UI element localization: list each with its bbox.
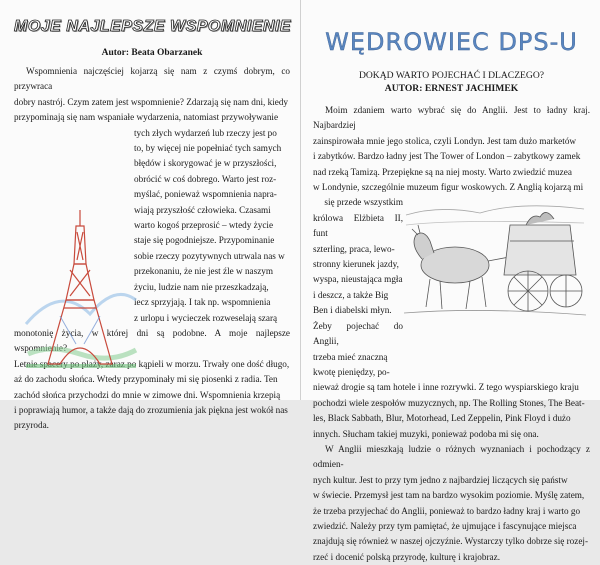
right-bottom-line: pochodzi wiele zespołów muzycznych, np. The Rolling Stones, The Beat- bbox=[313, 397, 585, 408]
left-narrow-line: myślać, ponieważ wspomnienia napra- bbox=[134, 189, 277, 200]
left-page-title: MOJE NAJLEPSZE WSPOMNIENIE bbox=[14, 18, 292, 35]
horse-carriage-drawing bbox=[400, 195, 590, 320]
left-narrow-line: przekonaniu, że nie jest źle w naszym bbox=[134, 266, 274, 277]
right-article-body bbox=[313, 103, 590, 565]
left-line-1: Wspomnienia najczęściej kojarzą się nam z czymś dobrym, co przywraca bbox=[14, 66, 290, 92]
right-narrow-line: królowa Elżbieta II, funt bbox=[313, 212, 403, 239]
left-narrow-line: wiają przyszłość człowieka. Czasami bbox=[134, 204, 271, 215]
right-article-author: AUTOR: ERNEST JACHIMEK bbox=[384, 83, 519, 94]
eiffel-tower-drawing bbox=[20, 204, 140, 374]
right-narrow-line: kwotę pieniędzy, po- bbox=[313, 366, 390, 377]
right-bottom-line: innych. Słucham takiej muzyki, ponieważ podoba mi się ona. bbox=[313, 428, 539, 439]
right-narrow-line: szterling, praca, lewo- bbox=[313, 243, 395, 254]
right-narrow-line: Ben i diabelski młyn. bbox=[313, 305, 392, 316]
right-narrow-line: trzeba mieć znaczną bbox=[313, 351, 388, 362]
left-narrow-line: tych złych wydarzeń lub rzeczy jest po bbox=[134, 127, 277, 138]
right-bottom-line: W Anglii mieszkają ludzie o różnych wyznaniach i pochodzący z odmien- bbox=[313, 443, 590, 470]
left-bottom-line: zachód słońca przychodzi do mnie w zimowe dni. Wspomnienia krzepią bbox=[14, 389, 281, 400]
left-line-2: dobry nastrój. Czym zatem jest wspomnienie? Zdarzają się nam dni, kiedy bbox=[14, 96, 289, 107]
right-bottom-line: les, Black Sabbath, Blur, Motorhead, Led Zeppelin, Pink Floyd i dużo bbox=[313, 413, 571, 424]
left-narrow-line: z urlopu i wycieczek rozweselają szarą bbox=[134, 312, 278, 323]
right-bottom-line: nych kultur. Jest to przy tym jedno z najbardziej liczących się państw bbox=[313, 474, 568, 485]
right-bottom-line: rzeć i docenić polską przyrodę, kulturę i krajobraz. bbox=[313, 551, 500, 562]
right-narrow-column bbox=[313, 195, 403, 380]
right-bottom-line: że trzeba przyjechać do Anglii, ponieważ to bardzo ładny kraj i warto go bbox=[313, 505, 581, 516]
right-narrow-line: wyspa, nieustająca mgła bbox=[313, 274, 403, 285]
left-bottom-line: i poprawiają humor, a także dają do zrozumienia jak piękna jest wokół nas bbox=[14, 404, 288, 415]
left-bottom-line: przyroda. bbox=[14, 420, 49, 431]
right-line: i zabytków. Bardzo ładny jest The Tower of London – zabytkowy zamek bbox=[313, 151, 581, 162]
right-line: zainspirowała mnie jego stolica, czyli Londyn. Jest tam dużo marketów bbox=[313, 135, 577, 146]
right-wrap-area bbox=[313, 195, 590, 380]
left-bottom-line: aż do zachodu słońca. Wtedy przypominały mi się piosenki z radia. Ten bbox=[14, 374, 278, 385]
right-page-title: WĘDROWIEC DPS-U bbox=[325, 28, 578, 56]
right-bottom-line: w świecie. Przemysł jest tam na bardzo wysokim poziomie. Myślę zatem, bbox=[313, 490, 585, 501]
left-narrow-line: lecz sprzyjają. I tak np. wspomnienia bbox=[134, 297, 271, 308]
right-narrow-line: stronny kierunek jazdy, bbox=[313, 259, 399, 270]
right-bottom-line: nieważ drogie są tam hotele i inne rozrywki. Z tego wyspiarskiego kraju bbox=[313, 382, 579, 393]
left-narrow-line: staje się pogodniejsze. Przypominanie bbox=[134, 235, 275, 246]
left-page bbox=[0, 0, 300, 431]
right-bottom-line: znajdują się również w naszej ojczyźnie. Wystarczy tylko dobrze się rozej- bbox=[313, 536, 589, 547]
left-narrow-column bbox=[134, 126, 290, 326]
right-line: nad rzeką Tamizą. Przepiękne są na niej mosty. Warto zwiedzić muzea bbox=[313, 166, 572, 177]
right-narrow-line: Żeby pojechać do Anglii, bbox=[313, 320, 403, 347]
right-article-subtitle: DOKĄD WARTO POJECHAĆ I DLACZEGO? bbox=[358, 70, 545, 81]
right-line: w Londynie, szczególnie muzeum figur woskowych. Z Anglią kojarzą mi bbox=[313, 182, 584, 193]
left-line-3: przypominają się nam wspaniałe wydarzenia, natomiast przywoływanie bbox=[14, 112, 279, 123]
left-narrow-line: życiu, ludzie nam nie przeszkadzają, bbox=[134, 281, 269, 292]
right-narrow-line: się przede wszystkim bbox=[324, 197, 403, 208]
left-narrow-line: to, by więcej nie popełniać tych samych bbox=[134, 143, 282, 154]
left-article-body bbox=[14, 64, 290, 434]
left-narrow-line: warto kogoś przeprosić – wtedy życie bbox=[134, 220, 274, 231]
left-bottom-line: Letnie spacery po plaży, zaraz po kąpieli w morzu. Trwały one dość długo, bbox=[14, 358, 290, 369]
left-narrow-line: sobie rzeczy pozytywnych utrwala nas w bbox=[134, 250, 285, 261]
left-bottom-line: monotonię życia, w której dni są podobne. A moje najlepsze wspomnienie? bbox=[14, 327, 290, 354]
right-line: Moim zdaniem warto wybrać się do Anglii. Jest to ładny kraj. Najbardziej bbox=[313, 105, 590, 131]
left-narrow-line: błędów i skorygować je w przyszłości, bbox=[134, 158, 277, 169]
right-bottom-line: zwiedzić. Należy przy tym pamiętać, że ujmujące i fascynujące miejsca bbox=[313, 520, 577, 531]
left-page-author: Autor: Beata Obarzanek bbox=[101, 48, 203, 58]
right-narrow-line: i deszcz, a także Big bbox=[313, 289, 389, 300]
right-page bbox=[300, 0, 600, 562]
left-narrow-line: obrócić w coś dobrego. Warto jest roz- bbox=[134, 173, 277, 184]
